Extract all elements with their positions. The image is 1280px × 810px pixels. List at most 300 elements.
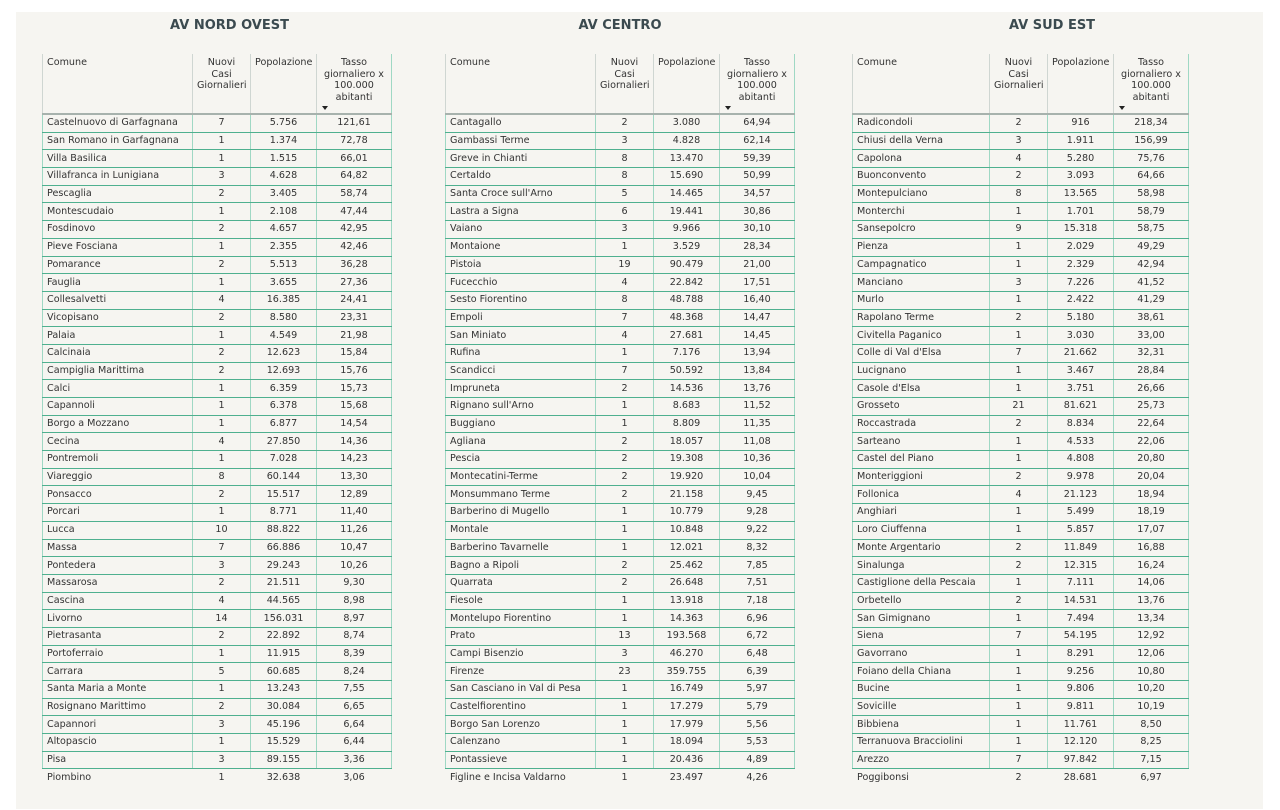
table-row[interactable] <box>853 256 1189 274</box>
table-row[interactable] <box>446 557 795 575</box>
cell-comune: Monte Argentario <box>853 539 990 557</box>
cell-popolazione: 14.363 <box>654 610 720 628</box>
table-row[interactable] <box>446 486 795 504</box>
table-row[interactable] <box>43 380 392 398</box>
cell-comune: Barberino di Mugello <box>446 504 596 522</box>
table-row[interactable] <box>446 769 795 786</box>
cell-comune: Rosignano Marittimo <box>43 698 193 716</box>
table-row[interactable] <box>43 627 392 645</box>
cell-popolazione: 89.155 <box>251 751 317 769</box>
cell-popolazione: 81.621 <box>1048 398 1114 416</box>
cell-popolazione: 2.355 <box>251 238 317 256</box>
cell-comune: Pontassieve <box>446 751 596 769</box>
cell-tasso: 22,64 <box>1114 415 1189 433</box>
cell-nuovi-casi: 1 <box>596 592 654 610</box>
table-row[interactable] <box>446 221 795 239</box>
table-row[interactable] <box>446 627 795 645</box>
header-row <box>446 54 795 114</box>
table-row[interactable] <box>43 734 392 752</box>
cell-comune: San Casciano in Val di Pesa <box>446 681 596 699</box>
cell-popolazione: 6.359 <box>251 380 317 398</box>
cell-tasso: 8,98 <box>317 592 392 610</box>
table-row[interactable] <box>43 557 392 575</box>
table-row[interactable] <box>43 574 392 592</box>
cell-tasso: 12,89 <box>317 486 392 504</box>
cell-tasso: 64,66 <box>1114 168 1189 186</box>
table-row[interactable] <box>853 132 1189 150</box>
cell-tasso: 10,20 <box>1114 681 1189 699</box>
cell-popolazione: 14.531 <box>1048 592 1114 610</box>
column-header-nuovi-casi[interactable] <box>990 54 1048 114</box>
cell-popolazione: 4.657 <box>251 221 317 239</box>
cell-popolazione: 21.662 <box>1048 344 1114 362</box>
table-row[interactable] <box>43 344 392 362</box>
table-row[interactable] <box>446 415 795 433</box>
table-row[interactable] <box>446 698 795 716</box>
cell-tasso: 30,86 <box>720 203 795 221</box>
cell-tasso: 9,30 <box>317 574 392 592</box>
table-row[interactable] <box>446 681 795 699</box>
block-title: AV CENTRO <box>578 18 662 33</box>
cell-popolazione: 15.690 <box>654 168 720 186</box>
table-row[interactable] <box>43 468 392 486</box>
cell-comune: Castelnuovo di Garfagnana <box>43 114 193 132</box>
cell-nuovi-casi: 1 <box>990 451 1048 469</box>
table-row[interactable] <box>853 451 1189 469</box>
table-row[interactable] <box>43 185 392 203</box>
cell-popolazione: 15.529 <box>251 734 317 752</box>
cell-comune: Montepulciano <box>853 185 990 203</box>
table-row[interactable] <box>853 627 1189 645</box>
table-row[interactable] <box>853 309 1189 327</box>
table-row[interactable] <box>853 274 1189 292</box>
cell-popolazione: 23.497 <box>669 771 704 783</box>
cell-nuovi-casi: 2 <box>193 486 251 504</box>
table-row[interactable] <box>43 504 392 522</box>
table-row[interactable] <box>446 150 795 168</box>
table-row[interactable] <box>43 168 392 186</box>
table-row[interactable] <box>446 114 795 132</box>
table-row[interactable] <box>446 751 795 769</box>
cell-comune: Cecina <box>43 433 193 451</box>
cell-comune: Viareggio <box>43 468 193 486</box>
table-row[interactable] <box>853 769 1189 786</box>
cell-nuovi-casi: 1 <box>990 645 1048 663</box>
table-row[interactable] <box>446 592 795 610</box>
cell-comune: Cascina <box>43 592 193 610</box>
cell-popolazione: 46.270 <box>654 645 720 663</box>
table-row[interactable] <box>853 150 1189 168</box>
table-row[interactable] <box>853 539 1189 557</box>
cell-comune: Villafranca in Lunigiana <box>43 168 193 186</box>
cell-popolazione: 4.828 <box>654 132 720 150</box>
cell-popolazione: 1.515 <box>251 150 317 168</box>
cell-popolazione: 45.196 <box>251 716 317 734</box>
table-row[interactable] <box>43 751 392 769</box>
cell-comune: Calenzano <box>446 734 596 752</box>
cell-comune: Siena <box>853 627 990 645</box>
table-row[interactable] <box>853 574 1189 592</box>
table-row[interactable] <box>446 168 795 186</box>
cell-comune: Fucecchio <box>446 274 596 292</box>
column-header-nuovi-casi[interactable] <box>193 54 251 114</box>
cell-tasso: 42,94 <box>1114 256 1189 274</box>
table-row[interactable] <box>446 344 795 362</box>
table-row[interactable] <box>853 645 1189 663</box>
cell-tasso: 20,80 <box>1114 451 1189 469</box>
cell-nuovi-casi: 13 <box>596 627 654 645</box>
cell-tasso: 64,82 <box>317 168 392 186</box>
cell-nuovi-casi: 2 <box>990 592 1048 610</box>
header-row <box>43 54 392 114</box>
cell-tasso: 4,89 <box>720 751 795 769</box>
cell-comune: Arezzo <box>853 751 990 769</box>
table-row[interactable] <box>446 610 795 628</box>
cell-popolazione: 21.511 <box>251 574 317 592</box>
table-row[interactable] <box>43 114 392 132</box>
table-row[interactable] <box>446 380 795 398</box>
cell-nuovi-casi: 7 <box>596 309 654 327</box>
dashboard-panel <box>16 12 1263 809</box>
cell-tasso: 22,06 <box>1114 433 1189 451</box>
table-row[interactable] <box>446 468 795 486</box>
cell-nuovi-casi: 1 <box>193 274 251 292</box>
cell-nuovi-casi: 8 <box>193 468 251 486</box>
cell-nuovi-casi: 1 <box>596 539 654 557</box>
table-row[interactable] <box>446 274 795 292</box>
cell-comune: Livorno <box>43 610 193 628</box>
table-row[interactable] <box>43 645 392 663</box>
column-header-tasso[interactable] <box>317 54 392 114</box>
table-row[interactable] <box>446 203 795 221</box>
cell-tasso: 7,55 <box>317 681 392 699</box>
cell-popolazione: 60.685 <box>251 663 317 681</box>
column-header-label: Popolazione <box>255 57 313 68</box>
cell-nuovi-casi: 1 <box>596 521 654 539</box>
table-row[interactable] <box>446 451 795 469</box>
cell-tasso: 42,46 <box>317 238 392 256</box>
table-row[interactable] <box>853 610 1189 628</box>
table-row[interactable] <box>446 574 795 592</box>
sort-descending-icon[interactable] <box>322 106 328 110</box>
cell-nuovi-casi: 1 <box>193 327 251 345</box>
table-row[interactable] <box>446 539 795 557</box>
cell-tasso: 15,84 <box>317 344 392 362</box>
cell-popolazione: 9.966 <box>654 221 720 239</box>
cell-tasso: 12,92 <box>1114 627 1189 645</box>
table-row[interactable] <box>853 291 1189 309</box>
cell-nuovi-casi: 1 <box>193 238 251 256</box>
cell-popolazione: 14.536 <box>654 380 720 398</box>
cell-popolazione: 3.030 <box>1048 327 1114 345</box>
cell-comune: Monterchi <box>853 203 990 221</box>
cell-nuovi-casi: 1 <box>990 256 1048 274</box>
cell-nuovi-casi: 1 <box>596 398 654 416</box>
cell-nuovi-casi: 2 <box>596 468 654 486</box>
cell-comune: Figline e Incisa Valdarno <box>450 771 566 783</box>
cell-popolazione: 22.842 <box>654 274 720 292</box>
table-row[interactable] <box>446 185 795 203</box>
table-row[interactable] <box>43 415 392 433</box>
table-row[interactable] <box>43 238 392 256</box>
cell-tasso: 13,76 <box>1114 592 1189 610</box>
cell-tasso: 4,26 <box>746 771 768 783</box>
cell-popolazione: 7.111 <box>1048 574 1114 592</box>
cell-nuovi-casi: 1 <box>596 415 654 433</box>
cell-tasso: 7,85 <box>720 557 795 575</box>
cell-nuovi-casi: 1 <box>193 734 251 752</box>
cell-nuovi-casi: 1 <box>193 132 251 150</box>
table-row[interactable] <box>446 362 795 380</box>
column-header-comune[interactable] <box>853 54 990 114</box>
table-row[interactable] <box>43 716 392 734</box>
column-header-popolazione[interactable] <box>1048 54 1114 114</box>
sort-descending-icon[interactable] <box>725 106 731 110</box>
column-header-comune[interactable] <box>43 54 193 114</box>
cell-popolazione: 8.771 <box>251 504 317 522</box>
cell-comune: Ponsacco <box>43 486 193 504</box>
cell-comune: Buonconvento <box>853 168 990 186</box>
cell-comune: Rufina <box>446 344 596 362</box>
cell-tasso: 8,50 <box>1114 716 1189 734</box>
cell-popolazione: 5.756 <box>251 114 317 132</box>
table-row[interactable] <box>43 132 392 150</box>
table-row[interactable] <box>853 698 1189 716</box>
cell-popolazione: 5.180 <box>1048 309 1114 327</box>
cell-popolazione: 30.084 <box>251 698 317 716</box>
table-row[interactable] <box>446 716 795 734</box>
cell-tasso: 21,00 <box>720 256 795 274</box>
cell-comune: Greve in Chianti <box>446 150 596 168</box>
cell-tasso: 72,78 <box>317 132 392 150</box>
cell-comune: Sovicille <box>853 698 990 716</box>
cell-nuovi-casi: 1 <box>990 716 1048 734</box>
cell-tasso: 9,28 <box>720 504 795 522</box>
cell-comune: Porcari <box>43 504 193 522</box>
table-row[interactable] <box>853 362 1189 380</box>
cell-tasso: 49,29 <box>1114 238 1189 256</box>
cell-tasso: 6,44 <box>317 734 392 752</box>
cell-nuovi-casi: 2 <box>596 114 654 132</box>
table-row[interactable] <box>446 398 795 416</box>
cell-comune: Bagno a Ripoli <box>446 557 596 575</box>
table-row[interactable] <box>43 698 392 716</box>
cell-comune: Pietrasanta <box>43 627 193 645</box>
table-row[interactable] <box>853 663 1189 681</box>
cell-tasso: 6,64 <box>317 716 392 734</box>
table-row[interactable] <box>43 256 392 274</box>
table-row[interactable] <box>446 238 795 256</box>
table-row[interactable] <box>446 663 795 681</box>
table-row[interactable] <box>853 468 1189 486</box>
cell-nuovi-casi: 1 <box>596 238 654 256</box>
table-row[interactable] <box>853 221 1189 239</box>
table-row[interactable] <box>853 433 1189 451</box>
cell-nuovi-casi: 19 <box>596 256 654 274</box>
column-header-comune[interactable] <box>446 54 596 114</box>
cell-tasso: 8,97 <box>317 610 392 628</box>
cell-nuovi-casi: 2 <box>193 698 251 716</box>
cell-popolazione: 7.226 <box>1048 274 1114 292</box>
cell-popolazione: 1.374 <box>251 132 317 150</box>
cell-comune: Poggibonsi <box>857 771 909 783</box>
table-row[interactable] <box>446 327 795 345</box>
cell-comune: Pescaglia <box>43 185 193 203</box>
table-row[interactable] <box>853 185 1189 203</box>
cell-comune: Villa Basilica <box>43 150 193 168</box>
table-row[interactable] <box>446 433 795 451</box>
table-row[interactable] <box>43 150 392 168</box>
table-row[interactable] <box>853 521 1189 539</box>
cell-nuovi-casi: 1 <box>193 645 251 663</box>
cell-tasso: 62,14 <box>720 132 795 150</box>
table-row[interactable] <box>446 309 795 327</box>
table-row[interactable] <box>853 486 1189 504</box>
table-row[interactable] <box>43 398 392 416</box>
cell-nuovi-casi: 3 <box>193 168 251 186</box>
column-header-tasso[interactable] <box>720 54 795 114</box>
table-row[interactable] <box>43 521 392 539</box>
cell-nuovi-casi: 1 <box>990 327 1048 345</box>
cell-comune: Monsummano Terme <box>446 486 596 504</box>
table-row[interactable] <box>43 610 392 628</box>
table-row[interactable] <box>853 751 1189 769</box>
table-row[interactable] <box>853 114 1189 132</box>
cell-tasso: 26,66 <box>1114 380 1189 398</box>
cell-popolazione: 25.462 <box>654 557 720 575</box>
table-row[interactable] <box>43 433 392 451</box>
data-table <box>42 54 392 786</box>
table-row[interactable] <box>853 557 1189 575</box>
table-row[interactable] <box>43 291 392 309</box>
cell-popolazione: 54.195 <box>1048 627 1114 645</box>
cell-tasso: 6,39 <box>720 663 795 681</box>
cell-comune: Collesalvetti <box>43 291 193 309</box>
column-header-label: Nuovi Casi Giornalieri <box>600 57 650 91</box>
table-row[interactable] <box>43 362 392 380</box>
cell-nuovi-casi: 10 <box>193 521 251 539</box>
table-row[interactable] <box>446 132 795 150</box>
cell-tasso: 25,73 <box>1114 398 1189 416</box>
cell-popolazione: 5.513 <box>251 256 317 274</box>
table-row[interactable] <box>853 238 1189 256</box>
cell-tasso: 28,34 <box>720 238 795 256</box>
table-row[interactable] <box>853 415 1189 433</box>
table-row[interactable] <box>446 645 795 663</box>
table-row[interactable] <box>853 203 1189 221</box>
cell-comune: Certaldo <box>446 168 596 186</box>
table-row[interactable] <box>853 716 1189 734</box>
table-row[interactable] <box>853 398 1189 416</box>
cell-popolazione: 359.755 <box>654 663 720 681</box>
cell-comune: Palaia <box>43 327 193 345</box>
table-row[interactable] <box>853 327 1189 345</box>
cell-popolazione: 2.108 <box>251 203 317 221</box>
table-row[interactable] <box>43 221 392 239</box>
table-row[interactable] <box>43 681 392 699</box>
table-row[interactable] <box>853 592 1189 610</box>
table-row[interactable] <box>43 663 392 681</box>
table-row[interactable] <box>43 327 392 345</box>
table-row[interactable] <box>446 504 795 522</box>
column-header-label: Popolazione <box>658 57 716 68</box>
column-header-label: Nuovi Casi Giornalieri <box>994 57 1044 91</box>
sort-descending-icon[interactable] <box>1119 106 1125 110</box>
table-row[interactable] <box>446 291 795 309</box>
table-row[interactable] <box>446 734 795 752</box>
table-row[interactable] <box>43 769 392 786</box>
cell-popolazione: 8.683 <box>654 398 720 416</box>
table-row[interactable] <box>446 256 795 274</box>
cell-tasso: 41,52 <box>1114 274 1189 292</box>
cell-comune: Lastra a Signa <box>446 203 596 221</box>
cell-nuovi-casi: 4 <box>596 274 654 292</box>
cell-nuovi-casi: 2 <box>596 433 654 451</box>
cell-tasso: 10,19 <box>1114 698 1189 716</box>
table-row[interactable] <box>853 681 1189 699</box>
column-header-popolazione[interactable] <box>654 54 720 114</box>
column-header-tasso[interactable] <box>1114 54 1189 114</box>
table-row[interactable] <box>853 168 1189 186</box>
cell-comune: Fiesole <box>446 592 596 610</box>
table-row[interactable] <box>43 274 392 292</box>
cell-tasso: 14,36 <box>317 433 392 451</box>
cell-tasso: 13,84 <box>720 362 795 380</box>
table-row[interactable] <box>853 380 1189 398</box>
table-row[interactable] <box>43 203 392 221</box>
cell-comune: San Romano in Garfagnana <box>43 132 193 150</box>
cell-tasso: 10,47 <box>317 539 392 557</box>
table-row[interactable] <box>853 504 1189 522</box>
cell-comune: Capannori <box>43 716 193 734</box>
cell-popolazione: 12.693 <box>251 362 317 380</box>
column-header-label: Comune <box>857 57 897 68</box>
table-row[interactable] <box>43 451 392 469</box>
cell-nuovi-casi: 2 <box>990 114 1048 132</box>
cell-tasso: 13,34 <box>1114 610 1189 628</box>
table-row[interactable] <box>43 309 392 327</box>
cell-tasso: 15,68 <box>317 398 392 416</box>
cell-tasso: 14,47 <box>720 309 795 327</box>
cell-nuovi-casi: 1 <box>596 504 654 522</box>
cell-nuovi-casi: 1 <box>990 238 1048 256</box>
table-row[interactable] <box>43 486 392 504</box>
column-header-nuovi-casi[interactable] <box>596 54 654 114</box>
cell-tasso: 5,53 <box>720 734 795 752</box>
cell-tasso: 3,36 <box>317 751 392 769</box>
cell-nuovi-casi: 2 <box>990 415 1048 433</box>
cell-popolazione: 26.648 <box>654 574 720 592</box>
table-row[interactable] <box>446 521 795 539</box>
cell-tasso: 6,97 <box>1140 771 1162 783</box>
column-header-popolazione[interactable] <box>251 54 317 114</box>
table-row[interactable] <box>43 592 392 610</box>
cell-nuovi-casi: 8 <box>596 168 654 186</box>
cell-nuovi-casi: 1 <box>990 610 1048 628</box>
cell-nuovi-casi: 2 <box>596 380 654 398</box>
cell-nuovi-casi: 7 <box>990 344 1048 362</box>
cell-tasso: 9,45 <box>720 486 795 504</box>
cell-comune: Monteriggioni <box>853 468 990 486</box>
table-row[interactable] <box>853 344 1189 362</box>
table-row[interactable] <box>43 539 392 557</box>
table-row[interactable] <box>853 734 1189 752</box>
cell-nuovi-casi: 2 <box>596 451 654 469</box>
cell-comune: Buggiano <box>446 415 596 433</box>
cell-tasso: 6,96 <box>720 610 795 628</box>
cell-nuovi-casi: 1 <box>596 344 654 362</box>
cell-comune: Pontedera <box>43 557 193 575</box>
